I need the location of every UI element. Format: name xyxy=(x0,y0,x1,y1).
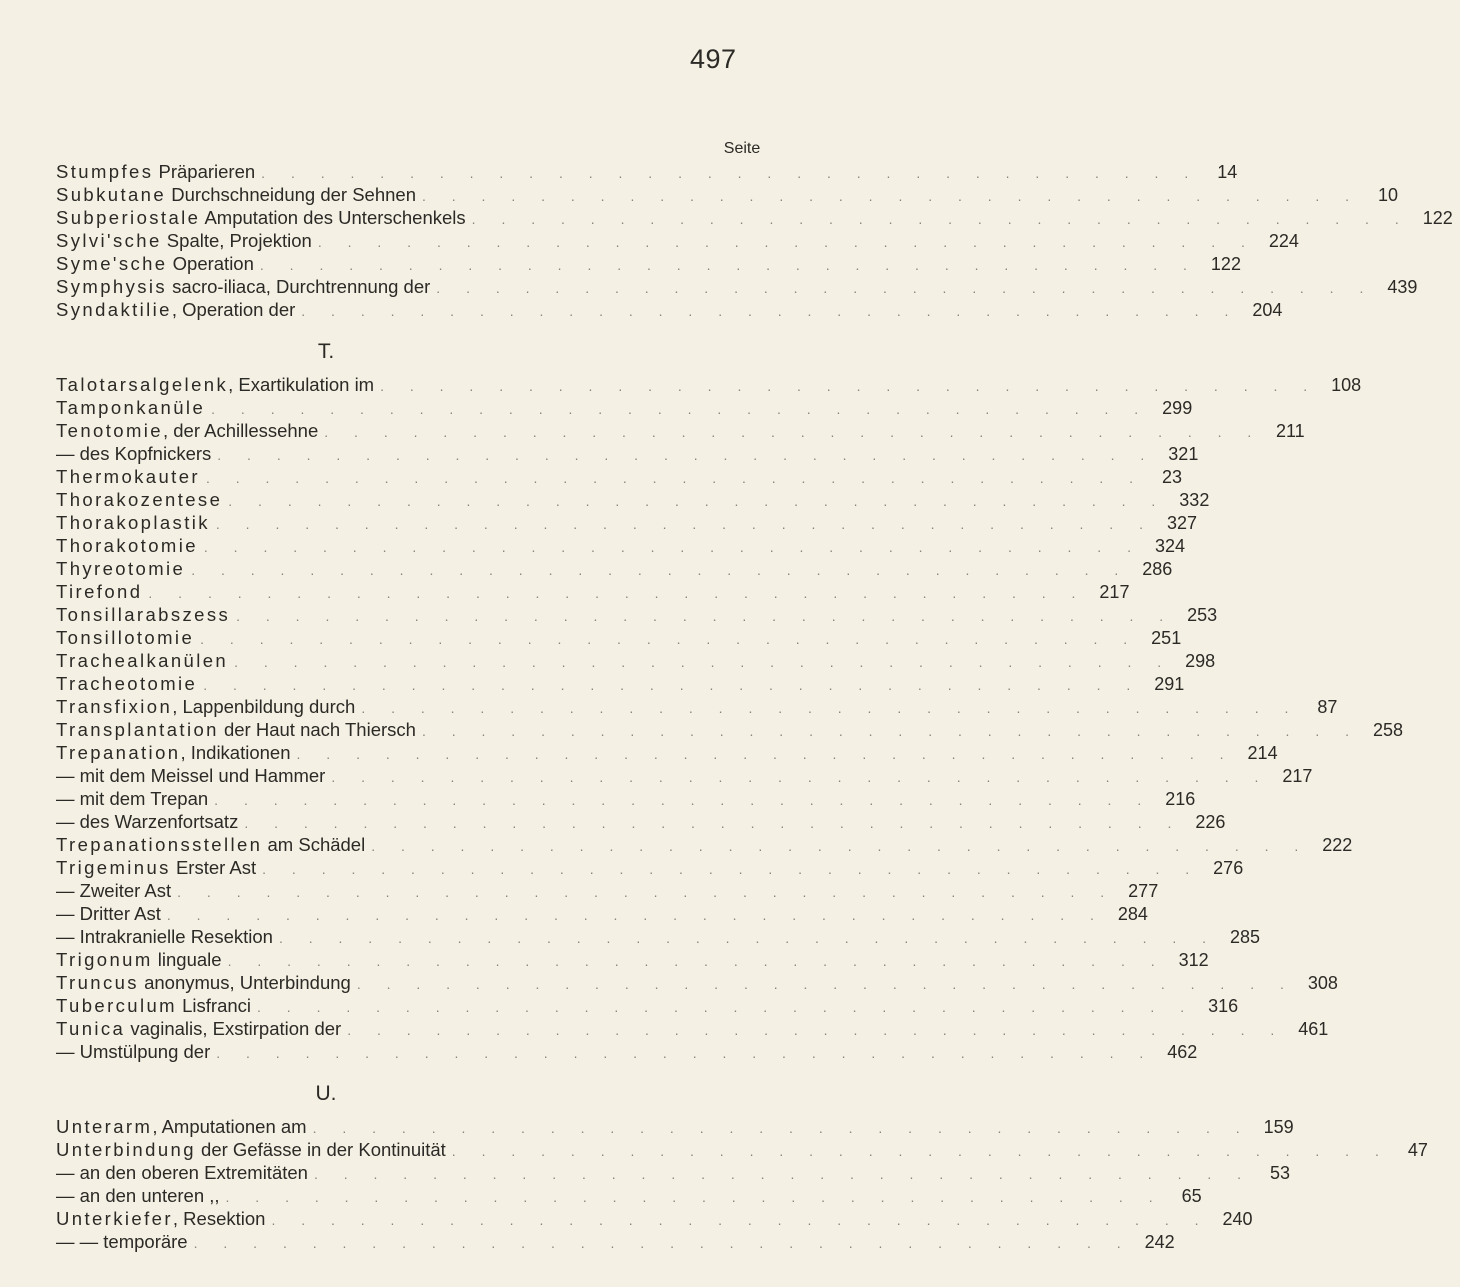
entry-page-number: 316 xyxy=(1208,996,1239,1016)
index-entry xyxy=(56,810,1226,833)
entry-term xyxy=(56,718,416,741)
entry-page-number: 222 xyxy=(1322,835,1353,855)
entry-page-number: 253 xyxy=(1187,605,1218,625)
entry-term xyxy=(56,534,198,557)
entry-keyword: Thermokauter xyxy=(56,466,200,487)
entry-keyword: Stumpfes xyxy=(56,161,154,182)
dot-leader: . . . . . . . . . . . . . . . . . . . . . . . . . . . . . . . . xyxy=(216,1045,1155,1061)
entry-term xyxy=(56,1115,307,1138)
index-entry xyxy=(56,971,1338,994)
entry-page-number: 242 xyxy=(1144,1232,1175,1252)
entry-keyword: Syme'sche xyxy=(56,253,168,274)
dot-leader: . . . . . . . . . . . . . . . . . . . . . . . . . . . . . . . . xyxy=(324,424,1263,440)
dot-leader: . . . . . . . . . . . . . . . . . . . . . . . . . . . . . . . . xyxy=(380,378,1319,394)
entry-text: Amputation des Unterschenkels xyxy=(200,207,466,228)
entry-keyword: Trachealkanülen xyxy=(56,650,229,671)
entry-keyword: Unterkiefer xyxy=(56,1208,173,1229)
entry-page-number: 286 xyxy=(1142,559,1173,579)
entry-page-number: 299 xyxy=(1162,398,1193,418)
entry-term xyxy=(56,1017,341,1040)
entry-text: Operation xyxy=(167,253,254,274)
entry-page-number: 308 xyxy=(1307,973,1338,993)
entry-page-number: 462 xyxy=(1167,1042,1198,1062)
index-entry xyxy=(56,580,1130,603)
entry-page-number: 321 xyxy=(1168,444,1199,464)
entry-keyword: Tonsillarabszess xyxy=(56,604,231,625)
entry-term xyxy=(56,298,295,321)
entry-text: — — temporäre xyxy=(56,1231,188,1252)
entry-term xyxy=(56,856,256,879)
entry-page-number: 217 xyxy=(1099,582,1130,602)
entry-page-number: 214 xyxy=(1247,743,1278,763)
entry-keyword: Thyreotomie xyxy=(56,558,186,579)
index-entry xyxy=(56,160,1238,183)
entry-text: , Amputationen am xyxy=(152,1116,307,1137)
index-entry xyxy=(56,252,1241,275)
entry-text: der Gefässe in der Kontinuität xyxy=(195,1139,446,1160)
index-entry xyxy=(56,718,1404,741)
entry-text: Erster Ast xyxy=(170,857,257,878)
index-entry xyxy=(56,787,1196,810)
entry-text: — an den oberen Extremitäten xyxy=(56,1162,308,1183)
entry-page-number: 298 xyxy=(1185,651,1216,671)
dot-leader: . . . . . . . . . . . . . . . . . . . . . . . . . . . . . . . . xyxy=(262,861,1201,877)
entry-keyword: Unterbindung xyxy=(56,1139,196,1160)
dot-leader: . . . . . . . . . . . . . . . . . . . . . . . . . . . . . . . . xyxy=(421,188,1361,204)
entry-term xyxy=(56,275,430,298)
entry-keyword: Tenotomie xyxy=(56,420,163,441)
entry-term xyxy=(56,206,466,229)
index-entry xyxy=(56,1115,1294,1138)
entry-term xyxy=(56,695,355,718)
dot-leader: . . . . . . . . . . . . . . . . . . . . . . . . . . . . . . . . xyxy=(225,1189,1164,1205)
dot-leader: . . . . . . . . . . . . . . . . . . . . . . . . . . . . . . . . xyxy=(234,654,1173,670)
entry-keyword: Subkutane xyxy=(56,184,167,205)
entry-text: — Dritter Ast xyxy=(56,903,161,924)
index-entry xyxy=(56,833,1353,856)
entry-term xyxy=(56,557,185,580)
dot-leader: . . . . . . . . . . . . . . . . . . . . . . . . . . . . . . . . xyxy=(193,1235,1132,1251)
entry-term xyxy=(56,1207,265,1230)
entry-keyword: Trepanationsstellen xyxy=(56,834,263,855)
index-entry xyxy=(56,183,1399,206)
entry-keyword: Syndaktilie xyxy=(56,299,172,320)
entry-text: , der Achillessehne xyxy=(162,420,319,441)
entry-term xyxy=(56,649,228,672)
entry-page-number: 251 xyxy=(1151,628,1182,648)
entry-keyword: Tonsillotomie xyxy=(56,627,195,648)
index-entry xyxy=(56,373,1362,396)
entry-term xyxy=(56,948,222,971)
entry-text: — mit dem Meissel und Hammer xyxy=(56,765,326,786)
entry-keyword: Truncus xyxy=(56,972,139,993)
index-entry xyxy=(56,1207,1253,1230)
entry-page-number: 324 xyxy=(1154,536,1185,556)
index-entry xyxy=(56,925,1261,948)
entry-text: , Indikationen xyxy=(180,742,291,763)
entry-text: , Exartikulation im xyxy=(228,374,375,395)
entry-term xyxy=(56,994,251,1017)
entry-keyword: Tamponkanüle xyxy=(56,397,206,418)
entry-page-number: 332 xyxy=(1179,490,1210,510)
entry-text: — Intrakranielle Resektion xyxy=(56,926,273,947)
page-number: 497 xyxy=(690,44,737,74)
dot-leader: . . . . . . . . . . . . . . . . . . . . . . . . . . . . . . . . xyxy=(301,303,1240,319)
entry-term xyxy=(56,1138,446,1161)
entry-keyword: Tracheotomie xyxy=(56,673,198,694)
entry-keyword: Tuberculum xyxy=(56,995,177,1016)
index-entry xyxy=(56,419,1305,442)
index-list xyxy=(56,160,1453,1253)
dot-leader: . . . . . . . . . . . . . . . . . . . . . . . . . . . . . . . . xyxy=(177,884,1116,900)
entry-page-number: 285 xyxy=(1230,927,1261,947)
entry-term xyxy=(56,229,312,252)
entry-text: Präparieren xyxy=(153,161,256,182)
dot-leader: . . . . . . . . . . . . . . . . . . . . . . . . . . . . . . . . xyxy=(166,907,1105,923)
entry-page-number: 291 xyxy=(1154,674,1185,694)
entry-page-number: 10 xyxy=(1378,185,1399,205)
entry-keyword: Symphysis xyxy=(56,276,168,297)
entry-term xyxy=(56,741,291,764)
dot-leader: . . . . . . . . . . . . . . . . . . . . . . . . . . . . . . . . xyxy=(200,631,1139,647)
index-entry xyxy=(56,442,1199,465)
index-entry xyxy=(56,764,1313,787)
dot-leader: . . . . . . . . . . . . . . . . . . . . . . . . . . . . . . . . xyxy=(236,608,1175,624)
entry-page-number: 53 xyxy=(1270,1163,1291,1183)
entry-page-number: 122 xyxy=(1210,254,1241,274)
entry-page-number: 284 xyxy=(1117,904,1148,924)
entry-text: anonymus, Unterbindung xyxy=(138,972,351,993)
entry-page-number: 108 xyxy=(1331,375,1362,395)
dot-leader: . . . . . . . . . . . . . . . . . . . . . . . . . . . . . . . . xyxy=(228,493,1167,509)
entry-term xyxy=(56,672,197,695)
index-entry xyxy=(56,465,1183,488)
index-entry xyxy=(56,206,1453,229)
entry-term xyxy=(56,465,200,488)
entry-term xyxy=(56,1184,220,1207)
dot-leader: . . . . . . . . . . . . . . . . . . . . . . . . . . . . . . . . xyxy=(203,677,1142,693)
entry-text: vaginalis, Exstirpation der xyxy=(125,1018,342,1039)
dot-leader: . . . . . . . . . . . . . . . . . . . . . . . . . . . . . . . . xyxy=(313,1166,1253,1182)
entry-page-number: 277 xyxy=(1128,881,1159,901)
index-entry xyxy=(56,902,1148,925)
entry-term xyxy=(56,160,255,183)
index-entry xyxy=(56,856,1244,879)
entry-page-number: 23 xyxy=(1162,467,1183,487)
entry-text: — des Warzenfortsatz xyxy=(56,811,239,832)
entry-term xyxy=(56,183,416,206)
entry-keyword: Transplantation xyxy=(56,719,219,740)
dot-leader: . . . . . . . . . . . . . . . . . . . . . . . . . . . . . . . . xyxy=(244,815,1183,831)
entry-page-number: 216 xyxy=(1165,789,1196,809)
entry-text: linguale xyxy=(152,949,222,970)
entry-text: am Schädel xyxy=(262,834,366,855)
entry-term xyxy=(56,603,230,626)
dot-leader: . . . . . . . . . . . . . . . . . . . . . . . . . . . . . . . . xyxy=(361,700,1300,716)
entry-text: — an den unteren ,, xyxy=(56,1185,220,1206)
entry-keyword: Unterarm xyxy=(56,1116,153,1137)
dot-leader: . . . . . . . . . . . . . . . . . . . . . . . . . . . . . . . . xyxy=(203,539,1142,555)
entry-term xyxy=(56,879,171,902)
index-entry xyxy=(56,275,1418,298)
entry-term xyxy=(56,787,208,810)
entry-term xyxy=(56,833,365,856)
entry-page-number: 87 xyxy=(1317,697,1338,717)
dot-leader: . . . . . . . . . . . . . . . . . . . . . . . . . . . . . . . . xyxy=(331,769,1270,785)
entry-keyword: Trepanation xyxy=(56,742,181,763)
entry-term xyxy=(56,764,325,787)
dot-leader: . . . . . . . . . . . . . . . . . . . . . . . . . . . . . . . . xyxy=(261,165,1200,181)
dot-leader: . . . . . . . . . . . . . . . . . . . . . . . . . . . . . . . . xyxy=(257,999,1196,1015)
entry-page-number: 47 xyxy=(1407,1140,1428,1160)
entry-page-number: 211 xyxy=(1275,421,1305,441)
entry-keyword: Thorakoplastik xyxy=(56,512,210,533)
dot-leader: . . . . . . . . . . . . . . . . . . . . . . . . . . . . . . . . xyxy=(148,585,1087,601)
entry-text: , Resektion xyxy=(172,1208,266,1229)
entry-keyword: Transfixion xyxy=(56,696,173,717)
entry-keyword: Thorakotomie xyxy=(56,535,198,556)
entry-term xyxy=(56,488,222,511)
index-entry xyxy=(56,626,1182,649)
entry-page-number: 204 xyxy=(1252,300,1283,320)
entry-page-number: 258 xyxy=(1372,720,1404,740)
entry-text: , Lappenbildung durch xyxy=(172,696,356,717)
dot-leader: . . . . . . . . . . . . . . . . . . . . . . . . . . . . . . . . xyxy=(371,838,1310,854)
entry-text: Durchschneidung der Sehnen xyxy=(166,184,416,205)
dot-leader: . . . . . . . . . . . . . . . . . . . . . . . . . . . . . . . . xyxy=(271,1212,1210,1228)
entry-page-number: 461 xyxy=(1298,1019,1329,1039)
index-entry xyxy=(56,948,1209,971)
entry-term xyxy=(56,626,194,649)
entry-text: — des Kopfnickers xyxy=(56,443,212,464)
entry-page-number: 439 xyxy=(1387,277,1418,297)
entry-keyword: Talotarsalgelenk xyxy=(56,374,229,395)
index-entry xyxy=(56,649,1216,672)
dot-leader: . . . . . . . . . . . . . . . . . . . . . . . . . . . . . . . . xyxy=(436,280,1375,296)
entry-text: sacro-iliaca, Durchtrennung der xyxy=(167,276,431,297)
entry-page-number: 327 xyxy=(1166,513,1197,533)
entry-page-number: 312 xyxy=(1178,950,1209,970)
index-entry xyxy=(56,229,1299,252)
entry-text: Lisfranci xyxy=(177,995,252,1016)
entry-keyword: Subperiostale xyxy=(56,207,201,228)
dot-leader: . . . . . . . . . . . . . . . . . . . . . . . . . . . . . . . . xyxy=(317,234,1256,250)
dot-leader: . . . . . . . . . . . . . . . . . . . . . . . . . . . . . . . . xyxy=(421,723,1361,739)
entry-keyword: Trigeminus xyxy=(56,857,171,878)
index-entry xyxy=(56,1040,1198,1063)
entry-term xyxy=(56,1040,210,1063)
section-heading-t: T. xyxy=(317,340,335,363)
dot-leader: . . . . . . . . . . . . . . . . . . . . . . . . . . . . . . . . xyxy=(227,953,1166,969)
index-entry xyxy=(56,488,1210,511)
entry-text: der Haut nach Thiersch xyxy=(218,719,416,740)
entry-keyword: Sylvi'sche xyxy=(56,230,162,251)
index-entry xyxy=(56,1138,1428,1161)
entry-text: Spalte, Projektion xyxy=(161,230,312,251)
index-entry xyxy=(56,396,1193,419)
entry-term xyxy=(56,580,142,603)
entry-page-number: 240 xyxy=(1222,1209,1253,1229)
index-entry xyxy=(56,741,1278,764)
section-heading-u: U. xyxy=(315,1082,337,1105)
dot-leader: . . . . . . . . . . . . . . . . . . . . . . . . . . . . . . . . xyxy=(451,1143,1390,1159)
index-entry xyxy=(56,1161,1291,1184)
entry-term xyxy=(56,971,351,994)
dot-leader: . . . . . . . . . . . . . . . . . . . . . . . . . . . . . . . . xyxy=(214,792,1153,808)
entry-term xyxy=(56,925,273,948)
dot-leader: . . . . . . . . . . . . . . . . . . . . . . . . . . . . . . . . xyxy=(471,211,1410,227)
entry-keyword: Thorakozentese xyxy=(56,489,223,510)
entry-term xyxy=(56,1161,308,1184)
index-entry xyxy=(56,1017,1329,1040)
entry-keyword: Trigonum xyxy=(56,949,153,970)
index-entry xyxy=(56,1230,1175,1253)
index-entry xyxy=(56,879,1159,902)
entry-text: — mit dem Trepan xyxy=(56,788,209,809)
entry-page-number: 217 xyxy=(1282,766,1313,786)
dot-leader: . . . . . . . . . . . . . . . . . . . . . . . . . . . . . . . . xyxy=(278,930,1218,946)
index-entry xyxy=(56,603,1218,626)
entry-page-number: 159 xyxy=(1263,1117,1294,1137)
entry-term xyxy=(56,373,374,396)
index-entry xyxy=(56,557,1173,580)
entry-text: — Zweiter Ast xyxy=(56,880,172,901)
entry-page-number: 122 xyxy=(1422,208,1453,228)
dot-leader: . . . . . . . . . . . . . . . . . . . . . . . . . . . . . . . . xyxy=(312,1120,1251,1136)
index-entry xyxy=(56,695,1338,718)
dot-leader: . . . . . . . . . . . . . . . . . . . . . . . . . . . . . . . . xyxy=(296,746,1235,762)
dot-leader: . . . . . . . . . . . . . . . . . . . . . . . . . . . . . . . . xyxy=(215,516,1154,532)
entry-page-number: 226 xyxy=(1195,812,1226,832)
page-column-label: Seite xyxy=(723,140,761,157)
entry-page-number: 65 xyxy=(1181,1186,1202,1206)
entry-term xyxy=(56,1230,188,1253)
entry-text: — Umstülpung der xyxy=(56,1041,211,1062)
entry-term xyxy=(56,902,161,925)
entry-page-number: 224 xyxy=(1268,231,1299,251)
dot-leader: . . . . . . . . . . . . . . . . . . . . . . . . . . . . . . . . xyxy=(205,470,1145,486)
index-entry xyxy=(56,511,1197,534)
index-entry xyxy=(56,534,1185,557)
entry-term xyxy=(56,810,238,833)
dot-leader: . . . . . . . . . . . . . . . . . . . . . . . . . . . . . . . . xyxy=(259,257,1198,273)
entry-page-number: 276 xyxy=(1213,858,1244,878)
dot-leader: . . . . . . . . . . . . . . . . . . . . . . . . . . . . . . . . xyxy=(191,562,1130,578)
entry-term xyxy=(56,511,210,534)
index-entry xyxy=(56,298,1283,321)
entry-page-number: 14 xyxy=(1217,162,1238,182)
entry-term xyxy=(56,396,205,419)
entry-keyword: Tirefond xyxy=(56,581,143,602)
dot-leader: . . . . . . . . . . . . . . . . . . . . . . . . . . . . . . . . xyxy=(347,1022,1286,1038)
index-entry xyxy=(56,994,1239,1017)
index-entry xyxy=(56,672,1185,695)
dot-leader: . . . . . . . . . . . . . . . . . . . . . . . . . . . . . . . . xyxy=(217,447,1156,463)
index-entry xyxy=(56,1184,1202,1207)
entry-term xyxy=(56,442,211,465)
entry-text: , Operation der xyxy=(171,299,296,320)
entry-term xyxy=(56,419,318,442)
entry-term xyxy=(56,252,254,275)
entry-keyword: Tunica xyxy=(56,1018,126,1039)
dot-leader: . . . . . . . . . . . . . . . . . . . . . . . . . . . . . . . . xyxy=(356,976,1295,992)
dot-leader: . . . . . . . . . . . . . . . . . . . . . . . . . . . . . . . . xyxy=(211,401,1150,417)
